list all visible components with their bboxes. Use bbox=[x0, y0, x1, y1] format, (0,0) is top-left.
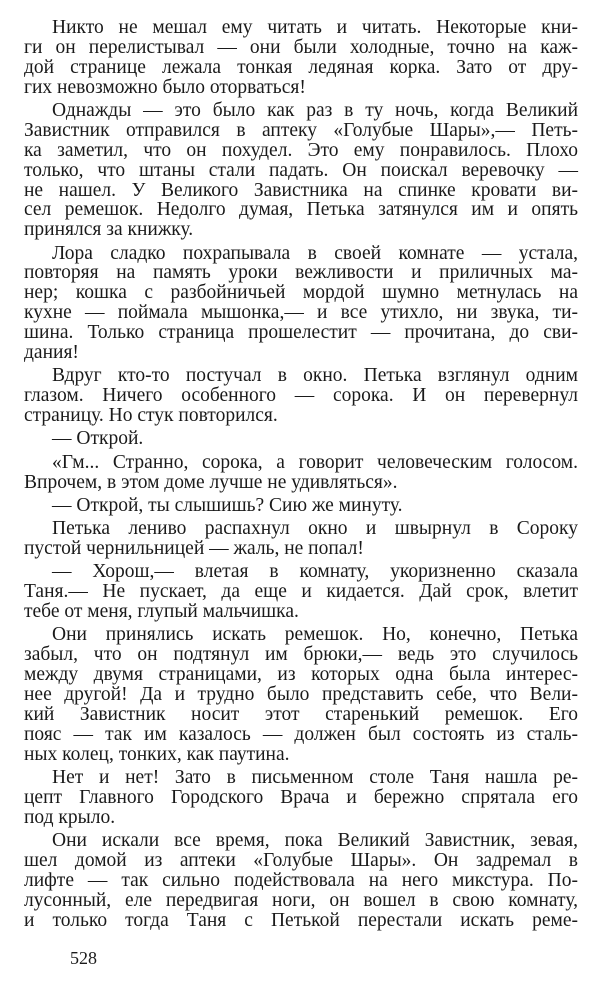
text-line: шел домой из аптеки «Голубые Шары». Он задремал в bbox=[24, 849, 578, 871]
text-line: лифте — так сильно подействовала на него микстура. По- bbox=[24, 869, 578, 891]
text-line: дой странице лежала тонкая ледяная корка. Зато от дру- bbox=[24, 56, 578, 78]
text-line: ка заметил, что он похудел. Это ему понравилось. Плохо bbox=[24, 139, 578, 161]
text-line: — Открой. bbox=[52, 428, 144, 450]
text-line: Нет и нет! Зато в письменном столе Таня нашла ре- bbox=[52, 766, 578, 788]
text-line: Вдруг кто-то постучал в окно. Петька взглянул одним bbox=[52, 365, 578, 387]
text-line: Они принялись искать ремешок. Но, конечно, Петька bbox=[52, 624, 578, 646]
text-line: цепт Главного Городского Врача и бережно спрятала его bbox=[24, 786, 578, 808]
text-line: и только тогда Таня с Петькой перестали искать реме- bbox=[24, 909, 578, 931]
text-line: глазом. Ничего особенного — сорока. И он перевернул bbox=[24, 385, 578, 407]
paragraph bbox=[24, 453, 578, 493]
text-line: ги он перелистывал — они были холодные, точно на каж- bbox=[24, 36, 578, 58]
text-line: не нашел. У Великого Завистника на спинке кровати ви- bbox=[24, 179, 578, 201]
text-line: Таня.— Не пускает, да еще и кидается. Дай срок, влетит bbox=[24, 581, 578, 603]
text-line: шина. Только страница прошелестит — прочитана, до сви- bbox=[24, 322, 578, 344]
text-line: лусонный, еле передвигая ноги, он вошел в свою комнату, bbox=[24, 889, 578, 911]
paragraph bbox=[24, 101, 578, 240]
page-body-text bbox=[24, 18, 578, 930]
paragraph bbox=[24, 496, 578, 516]
text-line: гих невозможно было оторваться! bbox=[24, 76, 306, 98]
text-line: — Открой, ты слышишь? Сию же минуту. bbox=[52, 494, 403, 516]
text-line: кухне — поймала мышонка,— и все утихло, ни звука, ти- bbox=[24, 302, 578, 324]
text-line: страницу. Но стук повторился. bbox=[24, 405, 278, 427]
paragraph bbox=[24, 519, 578, 559]
text-line: забыл, что он подтянул им брюки,— ведь это случилось bbox=[24, 644, 578, 666]
text-line: только, что штаны стали падать. Он поискал веревочку — bbox=[24, 159, 578, 181]
text-line: «Гм... Странно, сорока, а говорит человеческим голосом. bbox=[52, 451, 578, 473]
text-line: Никто не мешал ему читать и читать. Некоторые кни- bbox=[52, 17, 578, 38]
text-line: сел ремешок. Недолго думая, Петька затянулся им и опять bbox=[24, 199, 578, 221]
text-line: Они искали все время, пока Великий Завистник, зевая, bbox=[52, 830, 578, 852]
text-line: пояс — так им казалось — должен был состоять из сталь- bbox=[24, 723, 578, 745]
text-line: принялся за книжку. bbox=[24, 219, 194, 241]
text-line: Лора сладко похрапывала в своей комнате — устала, bbox=[52, 242, 578, 264]
paragraph bbox=[24, 366, 578, 426]
paragraph bbox=[24, 244, 578, 363]
text-line: — Хорош,— влетая в комнату, укоризненно сказала bbox=[52, 561, 578, 583]
paragraph bbox=[24, 831, 578, 930]
text-line: нее другой! Да и трудно было представить себе, что Вели- bbox=[24, 684, 578, 706]
text-line: Петька лениво распахнул окно и швырнул в Сороку bbox=[52, 518, 578, 540]
text-line: пустой чернильницей — жаль, не попал! bbox=[24, 538, 364, 559]
text-line: Однажды — это было как раз в ту ночь, когда Великий bbox=[52, 99, 578, 121]
paragraph bbox=[24, 625, 578, 764]
paragraph bbox=[24, 18, 578, 98]
text-line: тебе от меня, глупый мальчишка. bbox=[24, 601, 299, 623]
text-line: ных колец, тонких, как паутина. bbox=[24, 743, 290, 765]
paragraph bbox=[24, 429, 578, 449]
paragraph bbox=[24, 562, 578, 622]
text-line: под крыло. bbox=[24, 806, 116, 828]
text-line: повторяя на память уроки вежливости и приличных ма- bbox=[24, 262, 578, 284]
text-line: нер; кошка с разбойничьей мордой шумно метнулась на bbox=[24, 282, 578, 304]
text-line: Завистник отправился в аптеку «Голубые Шары»,— Петь- bbox=[24, 119, 578, 141]
text-line: Впрочем, в этом доме лучше не удивляться». bbox=[24, 471, 398, 493]
text-line: кий Завистник носит этот старенький ремешок. Его bbox=[24, 703, 578, 725]
page-number: 528 bbox=[70, 948, 97, 968]
text-line: между двумя страницами, из которых одна была интерес- bbox=[24, 664, 578, 686]
text-line: дания! bbox=[24, 342, 79, 364]
paragraph bbox=[24, 768, 578, 828]
